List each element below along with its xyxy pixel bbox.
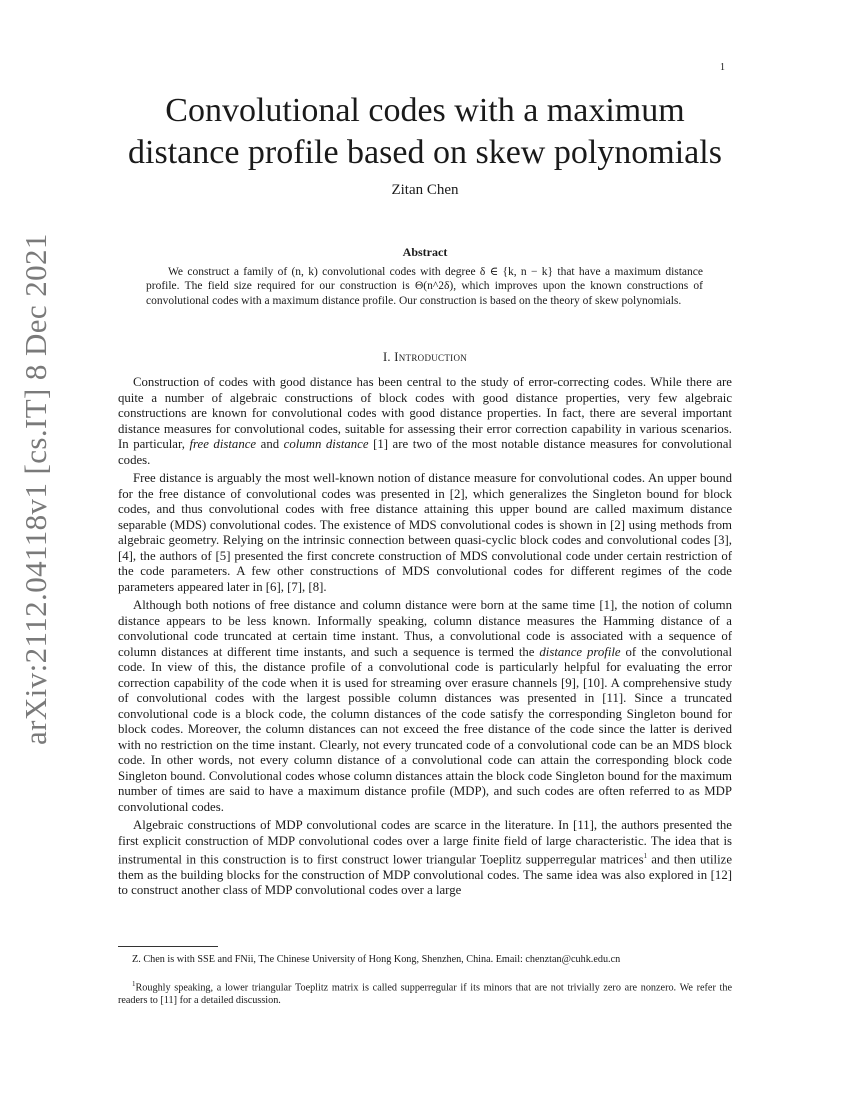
paragraph-2: Free distance is arguably the most well-known notion of distance measure for convolutional codes. An upper bound for the free distance of convolutional codes was presented in [2], which generalizes the Singleton bound for block codes, and thus convolutional codes with free distance attaining this upper bound are called maximum distance separable (MDS) convolutional codes. The existence of MDS convolutional codes is shown in [2] using methods from algebraic geometry. Relying on the intrinsic connection between quasi-cyclic block codes and convolutional codes [3], [4], the authors of [5] presented the first concrete construction of MDS convolutional code under certain restriction of the code parameters. A few other constructions of MDS convolutional codes for different regimes of the code parameters appeared later in [6], [7], [8]. (118, 471, 732, 594)
term-column-distance: column distance (283, 437, 369, 451)
paragraph-3-part-b: of the convolutional code. In view of this, the distance profile of a convolutional code is particularly helpful for evaluating the error correction capability of the code when it is used for streaming over erasure channels [9], [10]. A comprehensive study of convolutional codes with the largest possible column distances was presented in [11]. Since a truncated convolutional code is a block code, the column distances of the code satisfy the corresponding Singleton bound for block codes. Moreover, the column distances can not exceed the free distance of the code since the latter is derived with no restriction on the time instant. Clearly, not every truncated code of a convolutional code can be an MDS block code. In other words, not every column distance of a convolutional code can attain the corresponding block code Singleton bound. Convolutional codes whose column distances attain the block code Singleton bound for the maximum number of times are said to have a maximum distance profile (MDP), and such codes are often referred to as MDP convolutional codes. (118, 644, 733, 814)
footnote-rule (118, 946, 218, 947)
paper-title (110, 90, 740, 174)
paragraph-1-part-a: Construction of codes with good distance has been central to the study of error-correcting codes. While there are quite a number of algebraic constructions of block codes with good distance properties, very few algebraic constructions are known for convolutional codes with good distance properties. In fact, there are several important distance measures for convolutional codes, suitable for assessing their error correction capability in various scenarios. In particular, (118, 375, 732, 451)
footnote-1-mark: 1 (132, 980, 136, 988)
body-text (118, 375, 732, 902)
footnote-affiliation: Z. Chen is with SSE and FNii, The Chinese University of Hong Kong, Shenzhen, China. Email: chenztan@cuhk.edu.cn (132, 954, 621, 965)
section-heading (110, 350, 740, 365)
paragraph-3 (118, 598, 732, 815)
arxiv-stamp: arXiv:2112.04118v1 [cs.IT] 8 Dec 2021 (18, 233, 53, 745)
section-number: I. (382, 350, 391, 364)
paragraph-4-part-b: and then utilize them as the building blocks for the construction of MDP convolutional codes. The same idea was also explored in [12] to construct another class of MDP convolutional codes over a large (118, 852, 733, 898)
paragraph-1-part-b: and (260, 437, 280, 451)
abstract-text: We construct a family of (n, k) convolutional codes with degree δ ∈ {k, n − k} that have a maximum distance profile. The field size required for our construction is Θ(n^2δ), which improves upon the known constructions of convolutional codes with a maximum distance profile. Our construction is based on the theory of skew polynomials. (146, 266, 703, 307)
term-distance-profile: distance profile (539, 644, 621, 659)
title-line-2: distance profile based on skew polynomials (128, 134, 722, 171)
title-line-1: Convolutional codes with a maximum (165, 92, 685, 129)
paragraph-1-part-c: [1] are two of the most notable distance measures for convolutional codes. (118, 437, 732, 467)
paragraph-4 (118, 818, 732, 899)
footnote-1 (118, 978, 732, 1007)
author-name: Zitan Chen (391, 182, 459, 198)
paragraph-3-part-a: Although both notions of free distance and column distance were born at the same time [1], the notion of column distance appears to be less known. Informally speaking, column distance measures the Hamming distance of a convolutional code truncated at certain time instant. Thus, a convolutional code is associated with a sequence of column distances at different time instants, and such a sequence is termed the (118, 598, 732, 659)
abstract-heading: Abstract (402, 245, 448, 259)
paragraph-4-part-a: Algebraic constructions of MDP convolutional codes are scarce in the literature. In [11], the authors presented the first explicit construction of MDP convolutional codes over a large finite field of large characteristic. The idea that is instrumental in this construction is to first construct lower triangular Toeplitz supperregular matrices (118, 818, 732, 867)
footnote-1-text: Roughly speaking, a lower triangular Toeplitz matrix is called supperregular if its minors that are not trivially zero are nonzero. We refer the readers to [11] for a detailed discussion. (118, 982, 732, 1007)
footnote-ref-1[interactable]: 1 (643, 852, 648, 860)
term-free-distance: free distance (189, 437, 257, 451)
section-title: Introduction (394, 350, 468, 364)
paragraph-1 (118, 375, 732, 468)
page-number: 1 (720, 62, 725, 73)
